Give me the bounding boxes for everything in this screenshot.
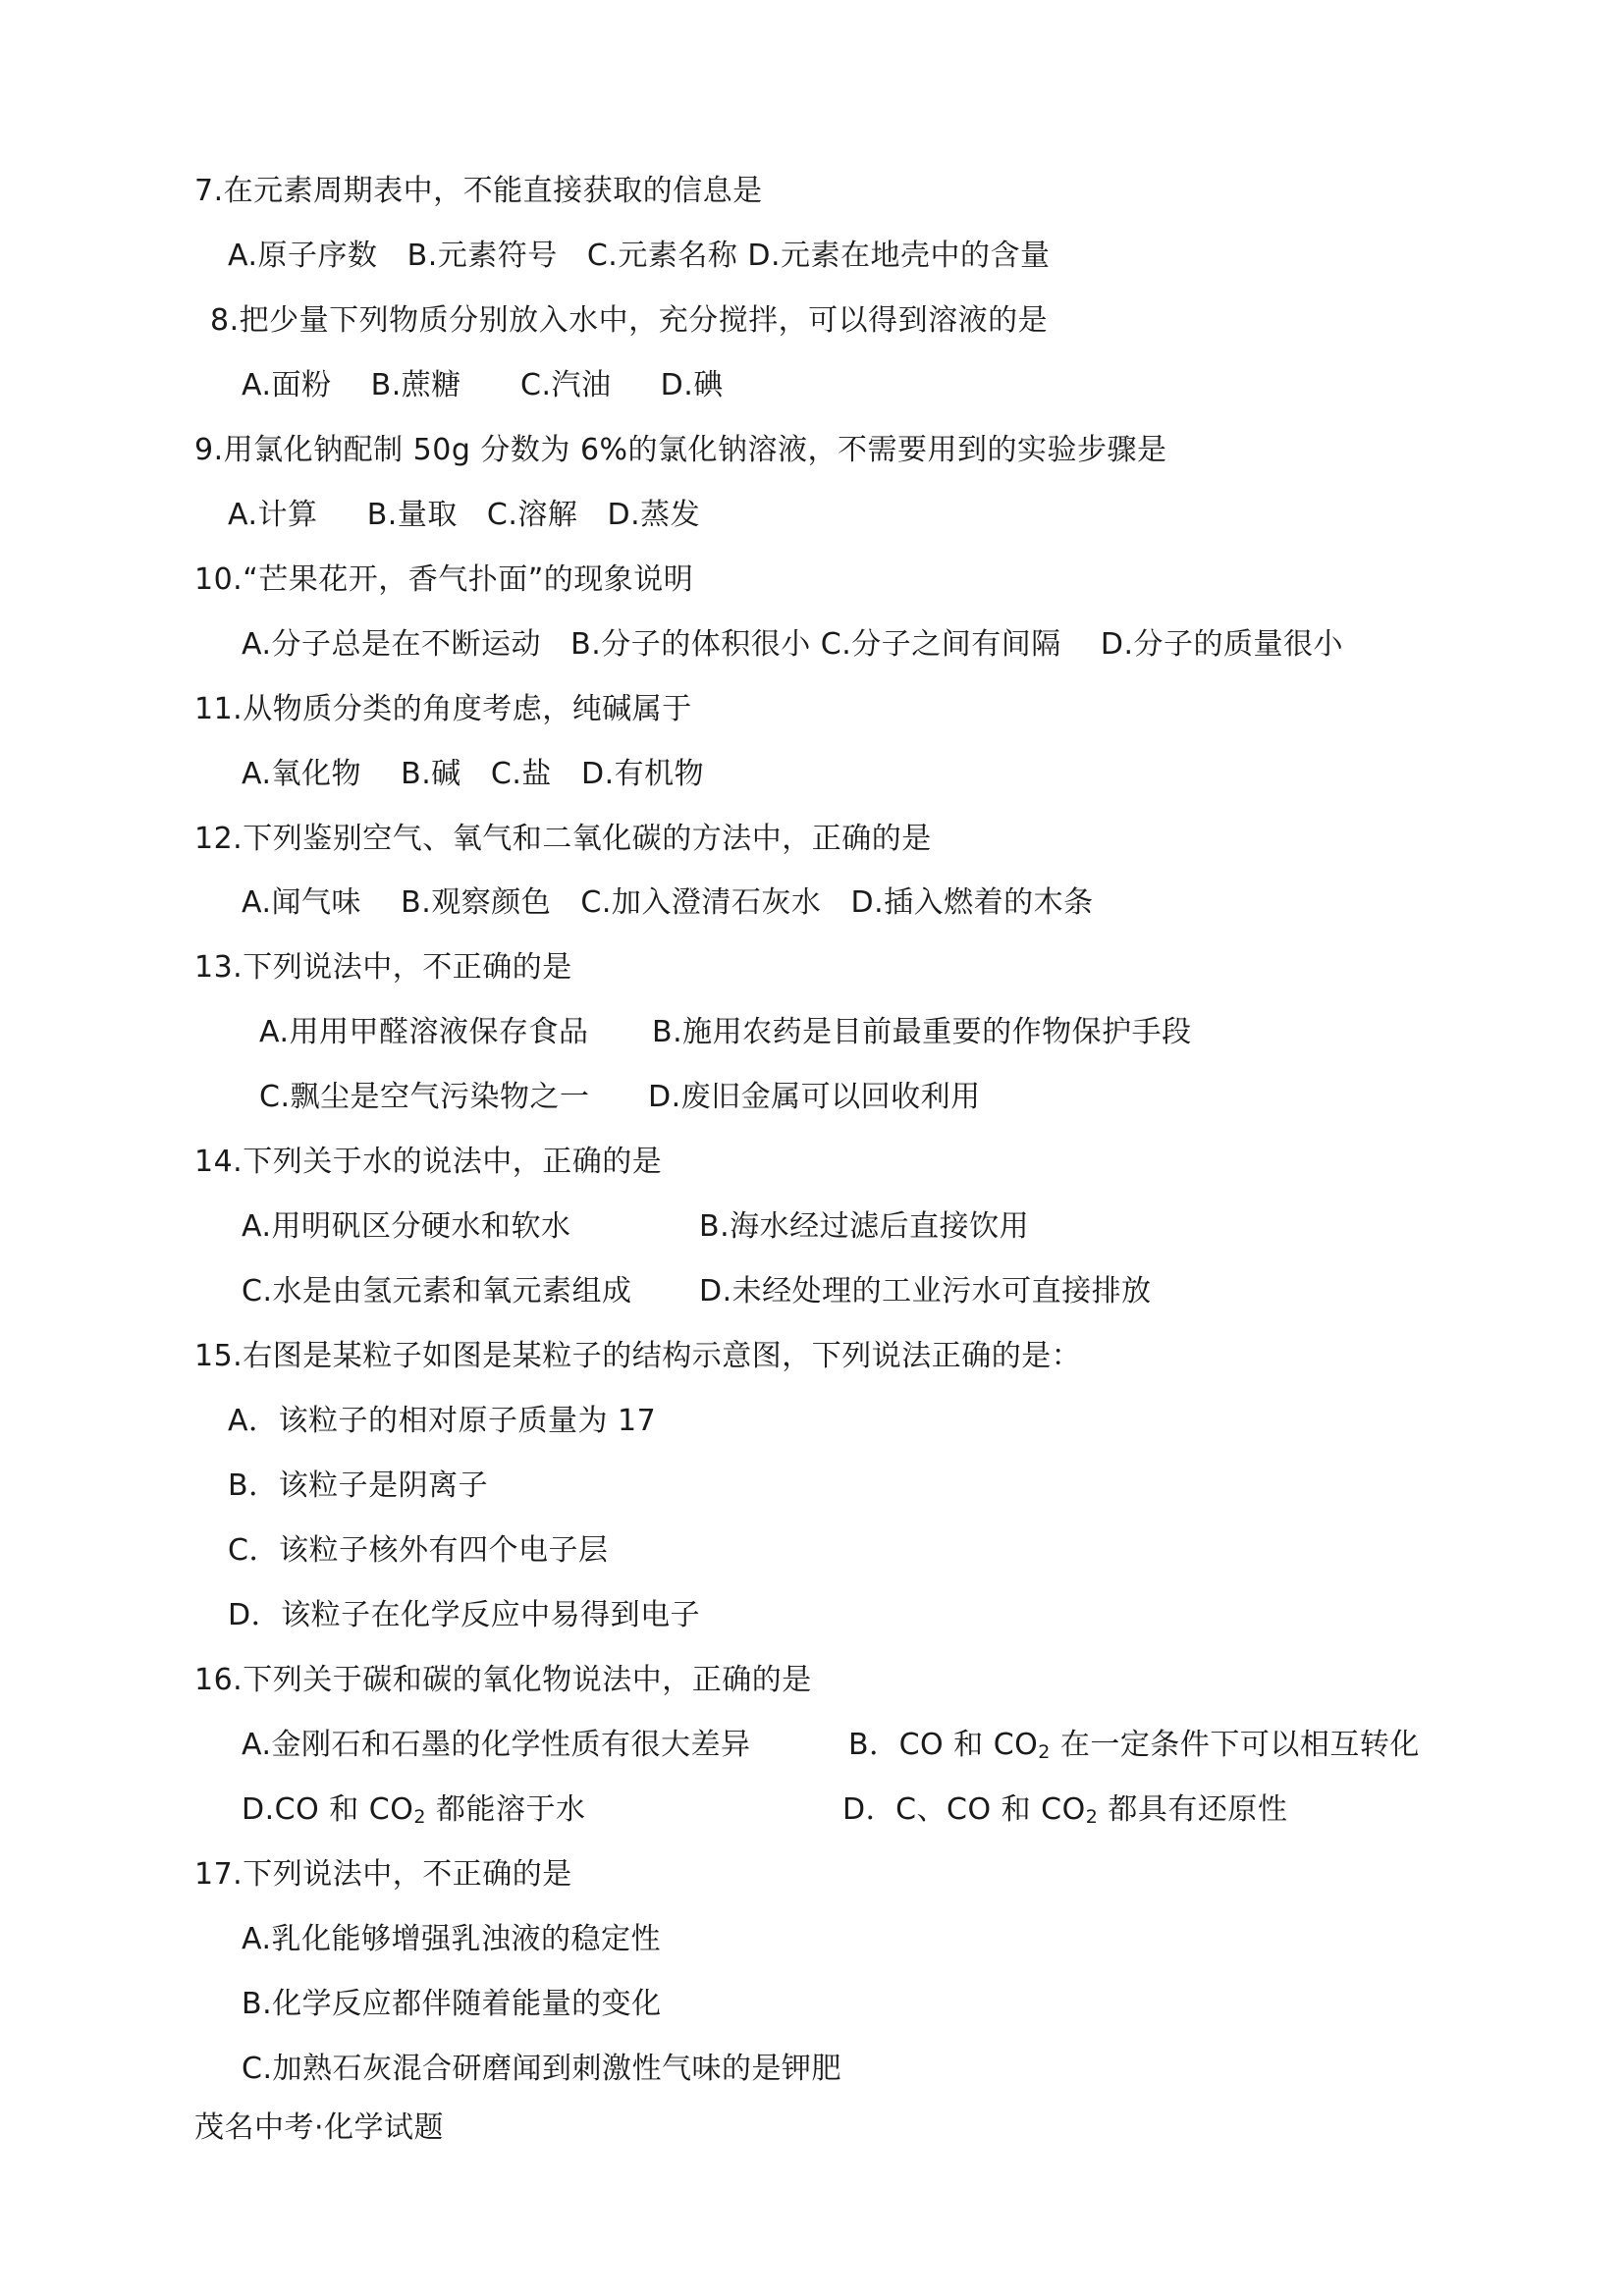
- question-10-options: A.分子总是在不断运动 B.分子的体积很小 C.分子之间有间隔 D.分子的质量很小: [242, 627, 1344, 662]
- question-14-option-b: B.海水经过滤后直接饮用: [699, 1209, 1030, 1244]
- question-16-option-b-post: 在一定条件下可以相互转化: [1050, 1728, 1420, 1762]
- question-11-options: A.氧化物 B.碱 C.盐 D.有机物: [242, 757, 705, 791]
- question-11-stem: 11.从物质分类的角度考虑，纯碱属于: [194, 692, 692, 726]
- question-9-options: A.计算 B.量取 C.溶解 D.蒸发: [228, 498, 701, 532]
- question-16-option-c: [242, 1789, 585, 1832]
- question-16-option-b: [848, 1724, 1420, 1767]
- question-15-option-c: C．该粒子核外有四个电子层: [228, 1533, 609, 1568]
- question-15-option-a: A．该粒子的相对原子质量为 17: [228, 1404, 657, 1438]
- question-15-option-d: D．该粒子在化学反应中易得到电子: [228, 1598, 701, 1632]
- question-7-options: A.原子序数 B.元素符号 C.元素名称 D.元素在地壳中的含量: [228, 239, 1051, 273]
- question-16-option-d-post: 都具有还原性: [1098, 1792, 1288, 1827]
- question-13-option-c: C.飘尘是空气污染物之一: [259, 1080, 590, 1114]
- question-13-option-b: B.施用农药是目前最重要的作物保护手段: [652, 1015, 1192, 1049]
- question-15-option-b: B．该粒子是阴离子: [228, 1468, 489, 1503]
- subscript-2: 2: [1038, 1741, 1051, 1763]
- question-7-stem: 7.在元素周期表中，不能直接获取的信息是: [194, 174, 763, 208]
- question-14-stem: 14.下列关于水的说法中，正确的是: [194, 1145, 663, 1179]
- question-8-stem: 8.把少量下列物质分别放入水中，充分搅拌，可以得到溶液的是: [210, 303, 1049, 338]
- question-10-stem: 10.“芒果花开，香气扑面”的现象说明: [194, 562, 694, 597]
- question-16-stem: 16.下列关于碳和碳的氧化物说法中，正确的是: [194, 1663, 812, 1697]
- question-13-stem: 13.下列说法中，不正确的是: [194, 950, 572, 985]
- question-15-stem: 15.右图是某粒子如图是某粒子的结构示意图，下列说法正确的是：: [194, 1339, 1082, 1373]
- question-16-option-a: A.金刚石和石墨的化学性质有很大差异: [242, 1728, 751, 1762]
- question-8-options: A.面粉 B.蔗糖 C.汽油 D.碘: [242, 368, 724, 402]
- question-14-option-a: A.用明矾区分硬水和软水: [242, 1209, 571, 1244]
- question-12-stem: 12.下列鉴别空气、氧气和二氧化碳的方法中，正确的是: [194, 822, 932, 856]
- question-17-option-c: C.加熟石灰混合研磨闻到刺激性气味的是钾肥: [242, 2052, 841, 2086]
- subscript-2: 2: [413, 1806, 426, 1828]
- question-13-option-a: A.用用甲醛溶液保存食品: [259, 1015, 589, 1049]
- page-footer: 茂名中考·化学试题: [194, 2110, 445, 2145]
- question-16-option-d-pre: D．C、CO 和 CO: [842, 1792, 1086, 1827]
- question-12-options: A.闻气味 B.观察颜色 C.加入澄清石灰水 D.插入燃着的木条: [242, 885, 1094, 920]
- question-17-option-a: A.乳化能够增强乳浊液的稳定性: [242, 1922, 662, 1956]
- question-17-stem: 17.下列说法中，不正确的是: [194, 1857, 572, 1892]
- question-16-option-c-post: 都能溶于水: [425, 1792, 586, 1827]
- question-9-stem: 9.用氯化钠配制 50g 分数为 6%的氯化钠溶液，不需要用到的实验步骤是: [194, 433, 1167, 467]
- question-16-option-d: [842, 1789, 1287, 1832]
- question-13-option-d: D.废旧金属可以回收利用: [648, 1080, 981, 1114]
- question-16-option-c-pre: D.CO 和 CO: [242, 1792, 414, 1827]
- question-14-option-c: C.水是由氢元素和氧元素组成: [242, 1274, 632, 1308]
- subscript-2: 2: [1085, 1806, 1099, 1828]
- question-17-option-b: B.化学反应都伴随着能量的变化: [242, 1987, 662, 2021]
- question-16-option-b-pre: B．CO 和 CO: [848, 1728, 1039, 1762]
- question-14-option-d: D.未经处理的工业污水可直接排放: [699, 1274, 1152, 1308]
